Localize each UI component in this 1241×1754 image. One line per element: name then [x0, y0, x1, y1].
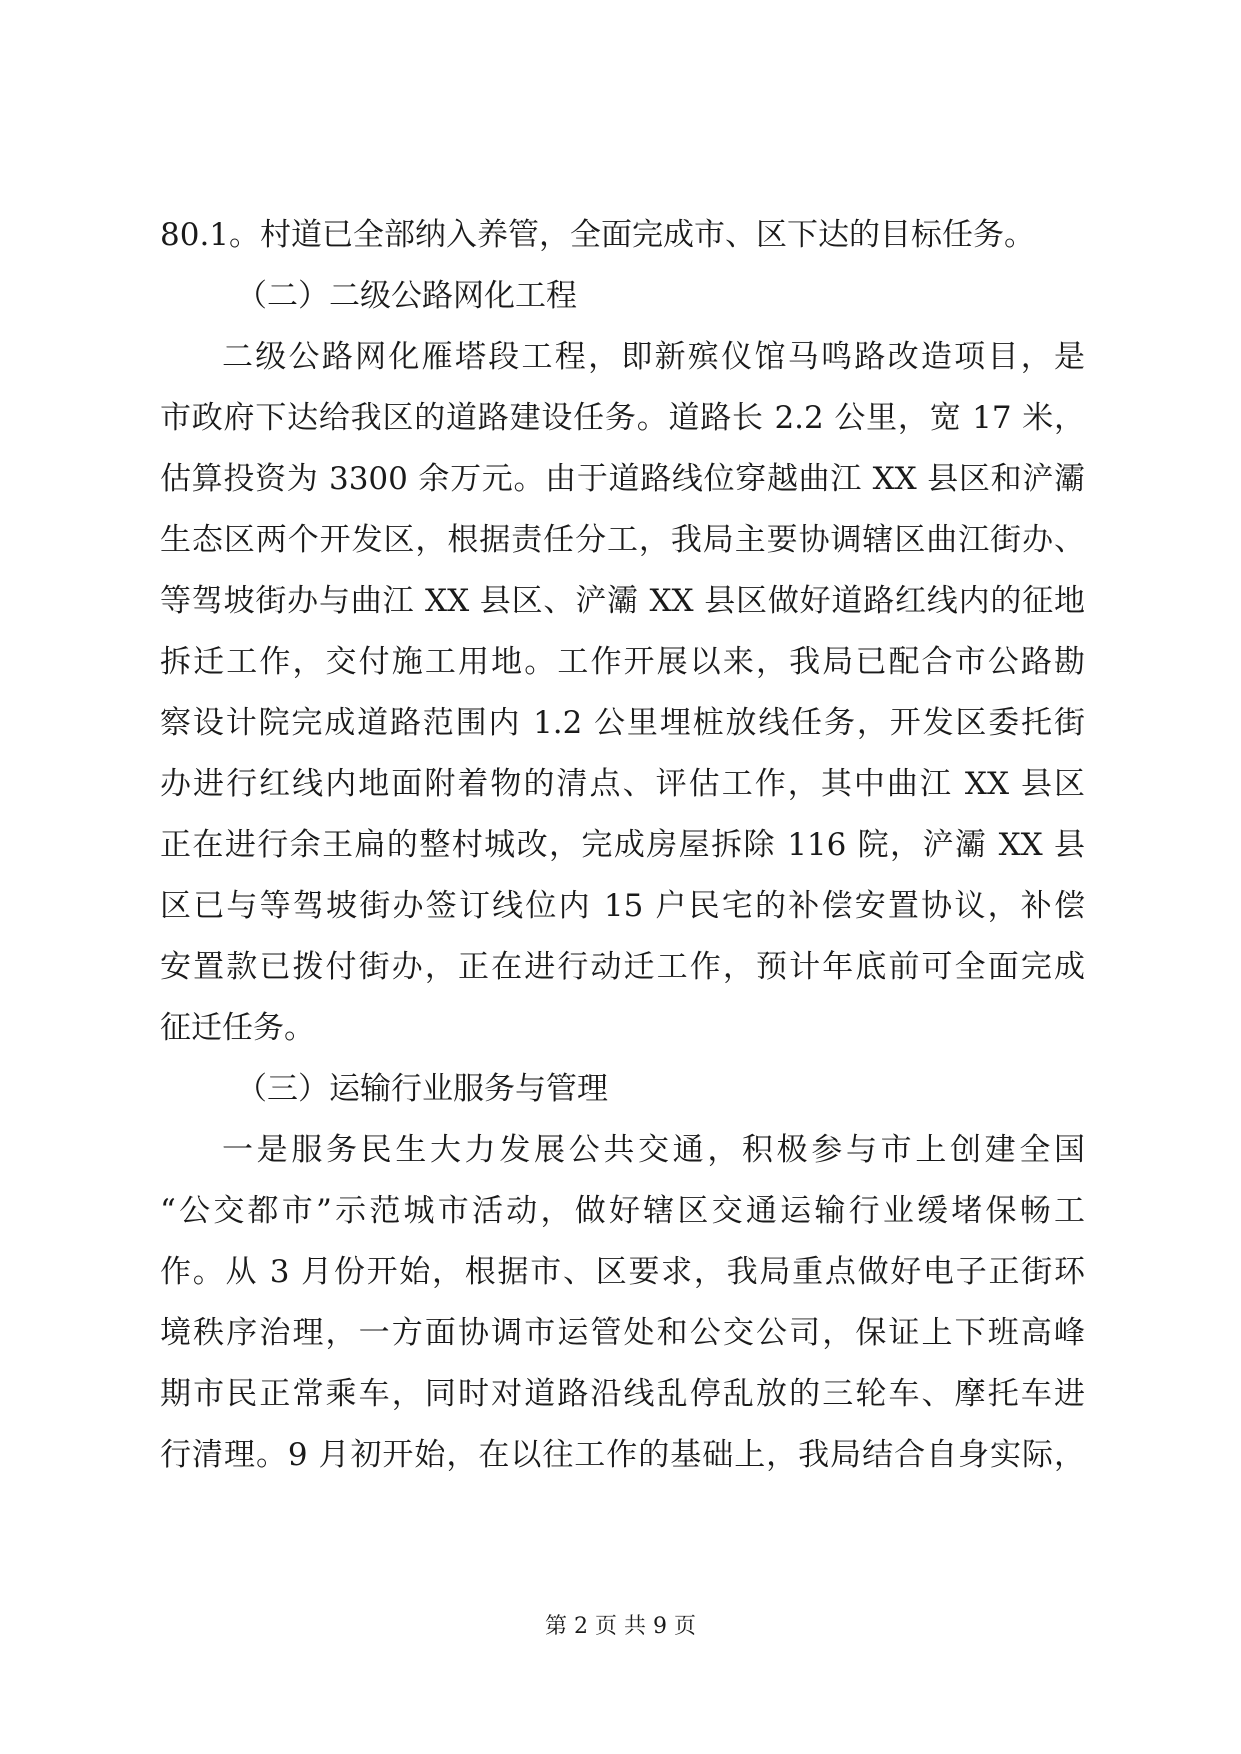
- text-line: 征迁任务。: [160, 1010, 315, 1046]
- text-line: 行清理。9 月初开始，在以往工作的基础上，我局结合自身实际，: [160, 1437, 1085, 1473]
- text-line: 区已与等驾坡街办签订线位内 15 户民宅的补偿安置协议，补偿: [160, 888, 1085, 924]
- text-line: 察设计院完成道路范围内 1.2 公里埋桩放线任务，开发区委托街: [160, 705, 1085, 741]
- text-line: 安置款已拨付街办，正在进行动迁工作，预计年底前可全面完成: [160, 949, 1085, 985]
- text-line: 生态区两个开发区，根据责任分工，我局主要协调辖区曲江街办、: [160, 522, 1085, 558]
- text-line: 一是服务民生大力发展公共交通，积极参与市上创建全国: [222, 1132, 1085, 1168]
- text-line: 市政府下达给我区的道路建设任务。道路长 2.2 公里，宽 17 米，: [160, 400, 1085, 436]
- text-line: 作。从 3 月份开始，根据市、区要求，我局重点做好电子正街环: [160, 1254, 1085, 1290]
- text-line: 境秩序治理，一方面协调市运管处和公交公司，保证上下班高峰: [160, 1315, 1085, 1351]
- text-line: 80.1。村道已全部纳入养管，全面完成市、区下达的目标任务。: [160, 217, 1036, 253]
- page-footer: [0, 1612, 1241, 1642]
- text-line: 估算投资为 3300 余万元。由于道路线位穿越曲江 XX 县区和浐灞: [160, 461, 1085, 497]
- text-line: 正在进行余王扁的整村城改，完成房屋拆除 116 院，浐灞 XX 县: [160, 827, 1085, 863]
- text-line: 办进行红线内地面附着物的清点、评估工作，其中曲江 XX 县区: [160, 766, 1085, 802]
- text-line: 等驾坡街办与曲江 XX 县区、浐灞 XX 县区做好道路红线内的征地: [160, 583, 1085, 619]
- section-heading: （三）运输行业服务与管理: [236, 1071, 608, 1107]
- section-heading: （二）二级公路网化工程: [236, 278, 577, 314]
- text-line: “公交都市”示范城市活动，做好辖区交通运输行业缓堵保畅工: [160, 1193, 1085, 1229]
- page-number: 第 2 页 共 9 页: [545, 1614, 696, 1639]
- document-body: [160, 205, 1085, 1486]
- text-line: 拆迁工作，交付施工用地。工作开展以来，我局已配合市公路勘: [160, 644, 1085, 680]
- text-line: 二级公路网化雁塔段工程，即新殡仪馆马鸣路改造项目，是: [222, 339, 1085, 375]
- text-line: 期市民正常乘车，同时对道路沿线乱停乱放的三轮车、摩托车进: [160, 1376, 1085, 1412]
